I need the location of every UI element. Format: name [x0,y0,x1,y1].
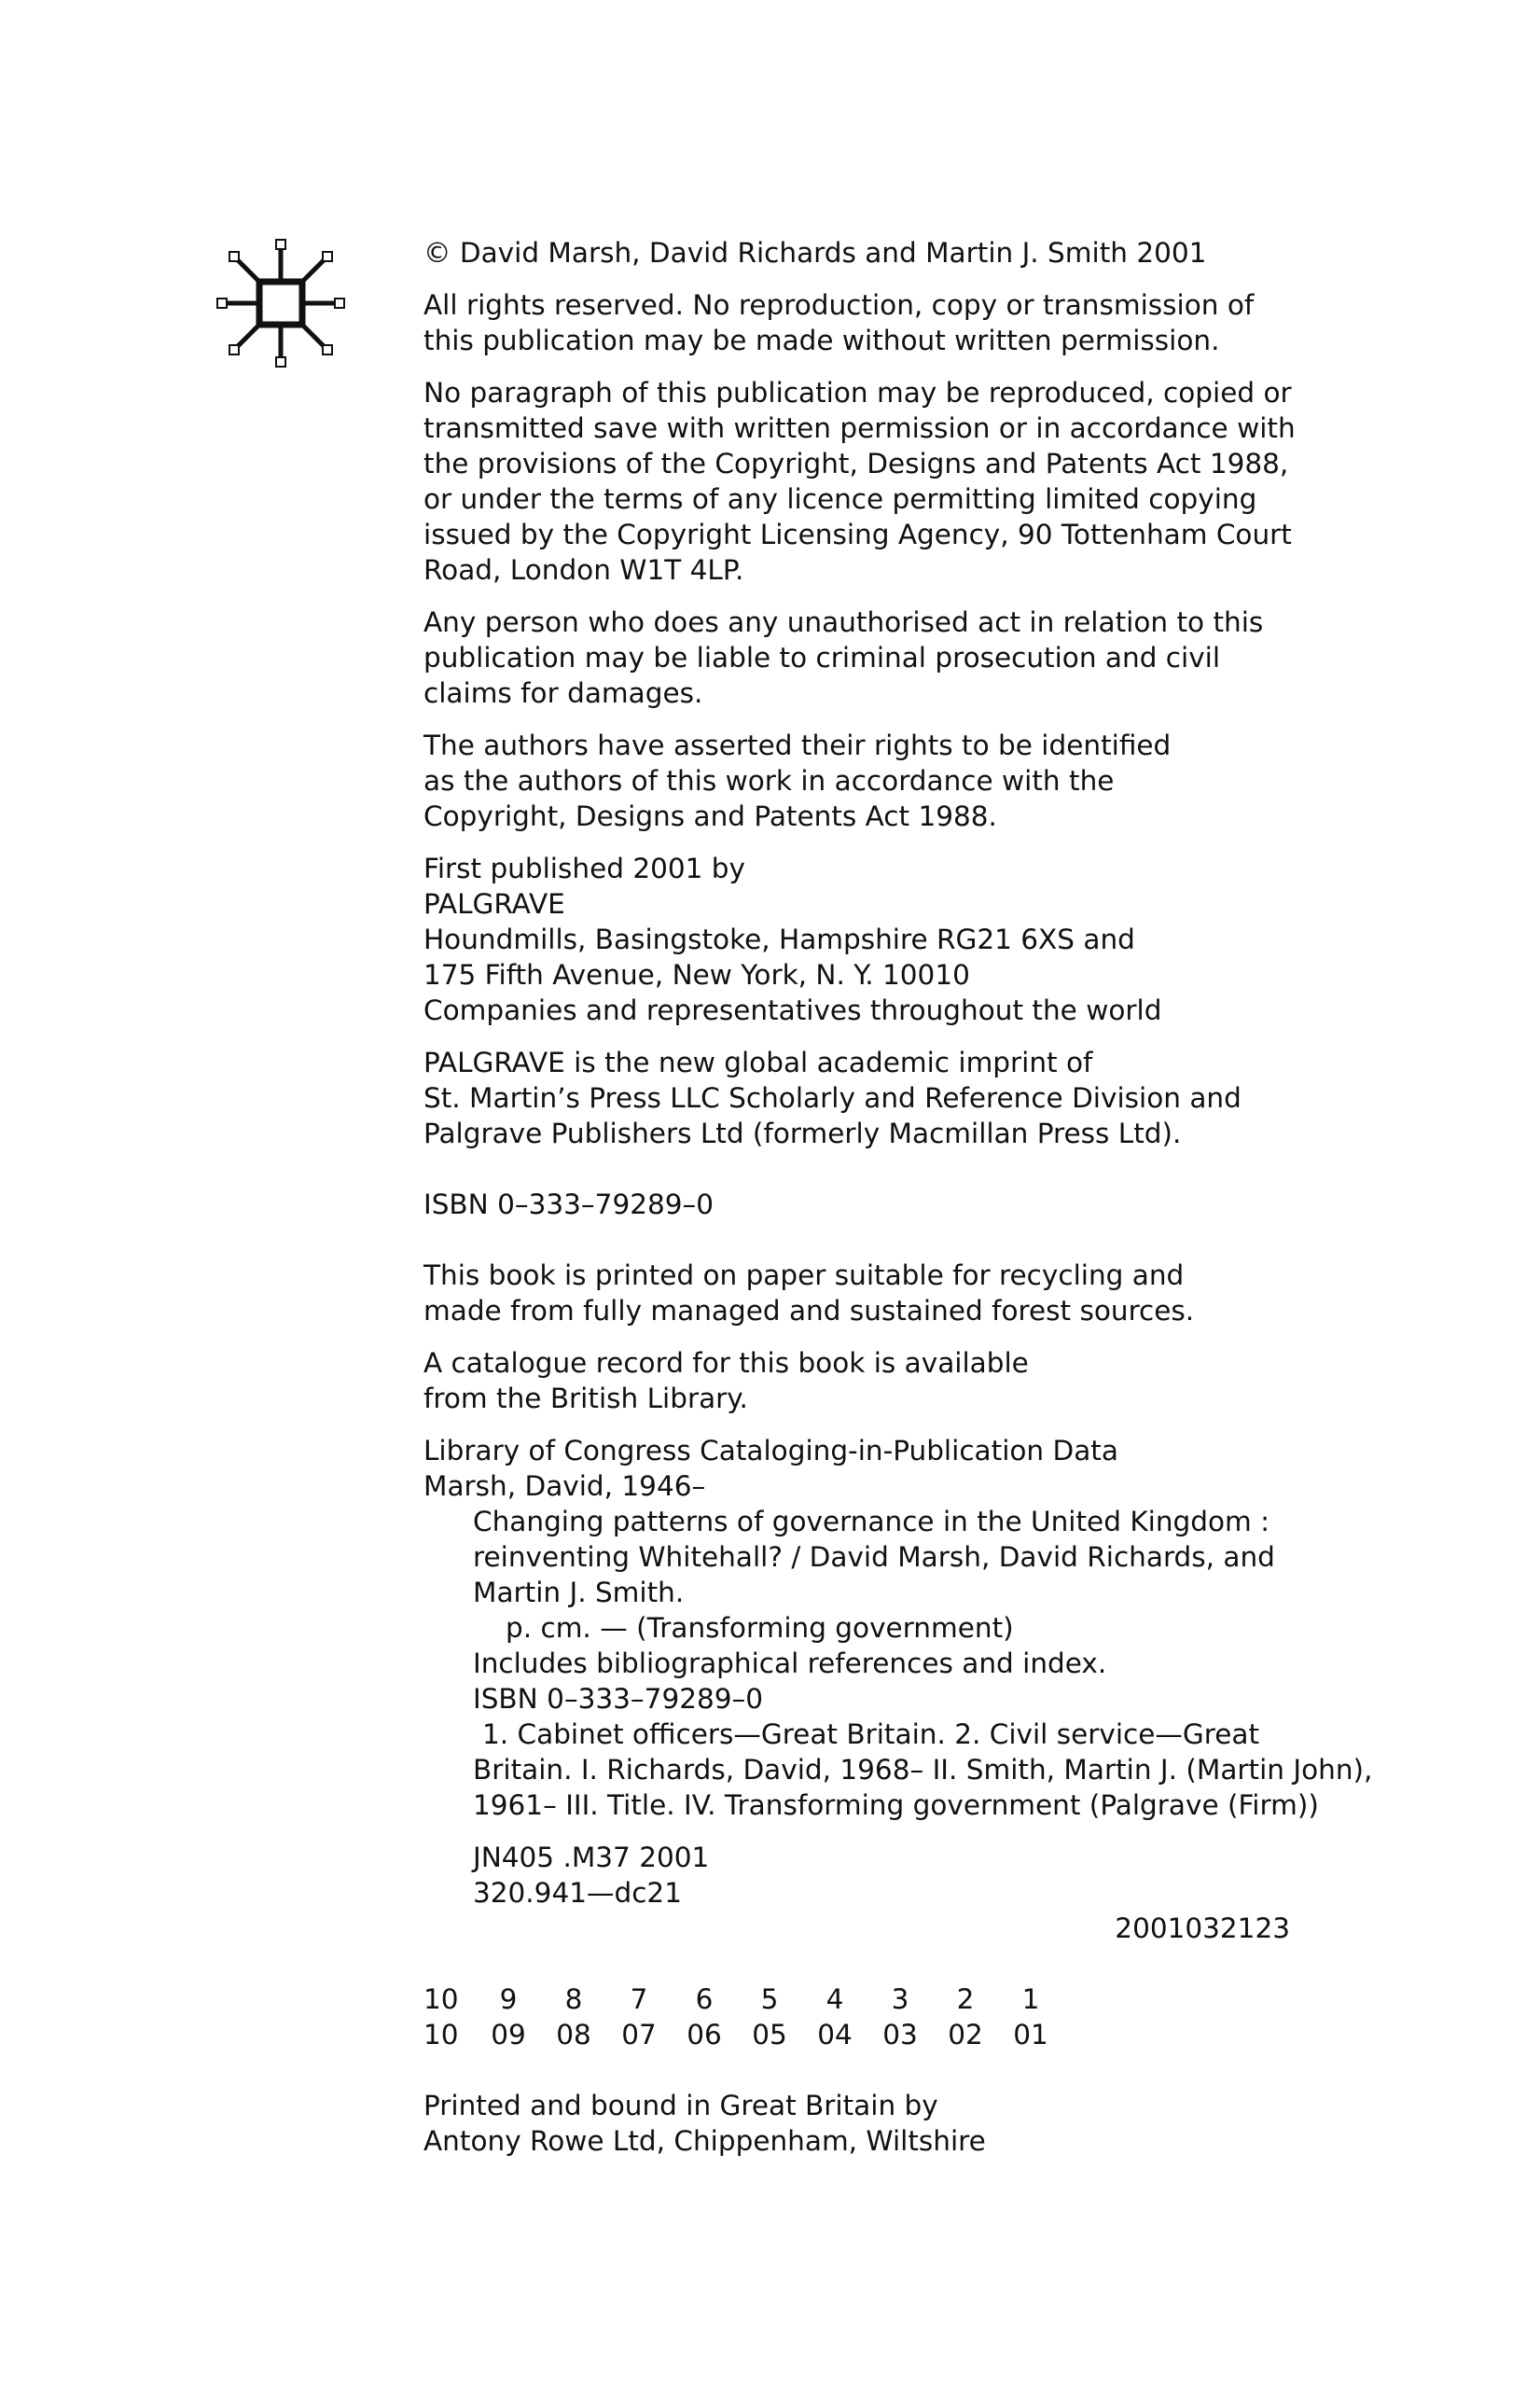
text-line: A catalogue record for this book is available [423,1347,1029,1379]
text-line: transmitted save with written permission or in accordance with [423,412,1296,444]
liability-paragraph [423,605,1356,711]
year-number: 02 [948,2019,983,2051]
printer-paragraph [423,2088,1356,2159]
year-number: 07 [621,2019,657,2051]
copyright-page-text [423,235,1373,2159]
year-number: 01 [1013,2019,1048,2051]
text-line: The authors have asserted their rights to be identified [423,730,1172,761]
cip-subject-line: 1961– III. Title. IV. Transforming government (Palgrave (Firm)) [473,1789,1319,1821]
cip-author: Marsh, David, 1946– [423,1470,706,1502]
year-number: 04 [817,2019,853,2051]
text-line: Road, London W1T 4LP. [423,554,744,586]
imprint-paragraph [423,1045,1356,1151]
text-line: the provisions of the Copyright, Designs and Patents Act 1988, [423,448,1289,480]
year-number-line [423,2017,1356,2052]
text-line: 175 Fifth Avenue, New York, N. Y. 10010 [423,959,970,991]
printing-number: 6 [695,1983,714,2015]
cip-header: Library of Congress Cataloging-in-Publication Data [423,1435,1118,1467]
printing-number: 10 [423,1983,459,2015]
text-line: Printed and bound in Great Britain by [423,2090,938,2121]
text-line: First published 2001 by [423,853,745,884]
year-number: 09 [491,2019,526,2051]
cip-series: p. cm. — (Transforming government) [506,1612,1014,1644]
printing-number: 9 [499,1983,518,2015]
cip-block [423,1433,1373,1946]
text-line: issued by the Copyright Licensing Agency, 90 Tottenham Court [423,519,1292,550]
cip-control-number: 2001032123 [1115,1912,1290,1944]
text-line: Antony Rowe Ltd, Chippenham, Wiltshire [423,2125,986,2157]
reproduction-notice-paragraph [423,375,1356,588]
publisher-paragraph [423,851,1356,1028]
cip-subject-line: Britain. I. Richards, David, 1968– II. Smith, Martin J. (Martin John), [473,1754,1373,1786]
year-number: 08 [556,2019,591,2051]
text-line: Copyright, Designs and Patents Act 1988. [423,800,997,832]
cip-title-line: Martin J. Smith. [473,1577,685,1608]
text-line: PALGRAVE [423,888,565,920]
cip-title-line: reinventing Whitehall? / David Marsh, David Richards, and [473,1541,1275,1573]
printing-number: 7 [630,1983,648,2015]
year-number: 03 [882,2019,918,2051]
rights-paragraph [423,287,1356,358]
text-line: Palgrave Publishers Ltd (formerly Macmillan Press Ltd). [423,1118,1182,1149]
text-line: from the British Library. [423,1383,748,1414]
text-line: Houndmills, Basingstoke, Hampshire RG21 6XS and [423,924,1135,955]
publisher-colophon-icon [213,235,349,371]
copyright-line: © David Marsh, David Richards and Martin J. Smith 2001 [423,237,1207,269]
cip-classification: 320.941—dc21 [473,1877,682,1909]
text-line: publication may be liable to criminal prosecution and civil [423,642,1221,674]
text-line: Any person who does any unauthorised act in relation to this [423,606,1264,638]
moral-rights-paragraph [423,728,1356,834]
printing-number: 5 [760,1983,779,2015]
printing-number: 8 [564,1983,583,2015]
printing-number: 3 [891,1983,909,2015]
cip-note: ISBN 0–333–79289–0 [473,1683,764,1715]
text-line: Companies and representatives throughout the world [423,994,1162,1026]
isbn-line: ISBN 0–333–79289–0 [423,1189,715,1220]
text-line: claims for damages. [423,677,703,709]
printing-number: 1 [1021,1983,1040,2015]
text-line: as the authors of this work in accordance with the [423,765,1115,797]
cip-note: Includes bibliographical references and index. [473,1647,1107,1679]
printing-number-line [423,1981,1356,2017]
text-line: This book is printed on paper suitable for recycling and [423,1259,1185,1291]
cip-subject-line: 1. Cabinet officers—Great Britain. 2. Civil service—Great [482,1718,1260,1750]
year-number: 06 [687,2019,722,2051]
text-line: PALGRAVE is the new global academic imprint of [423,1047,1093,1078]
printing-number: 2 [956,1983,975,2015]
text-line: No paragraph of this publication may be reproduced, copied or [423,377,1292,409]
text-line: St. Martin’s Press LLC Scholarly and Reference Division and [423,1082,1242,1114]
cip-classification: JN405 .M37 2001 [473,1842,710,1873]
text-line: this publication may be made without written permission. [423,325,1220,356]
year-number: 05 [752,2019,787,2051]
paper-paragraph [423,1258,1356,1328]
cip-title-line: Changing patterns of governance in the United Kingdom : [473,1506,1270,1537]
text-line: or under the terms of any licence permitting limited copying [423,483,1257,515]
british-library-paragraph [423,1345,1356,1416]
year-number: 10 [423,2019,459,2051]
text-line: made from fully managed and sustained forest sources. [423,1295,1195,1327]
printing-number: 4 [825,1983,844,2015]
text-line: All rights reserved. No reproduction, copy or transmission of [423,289,1255,321]
